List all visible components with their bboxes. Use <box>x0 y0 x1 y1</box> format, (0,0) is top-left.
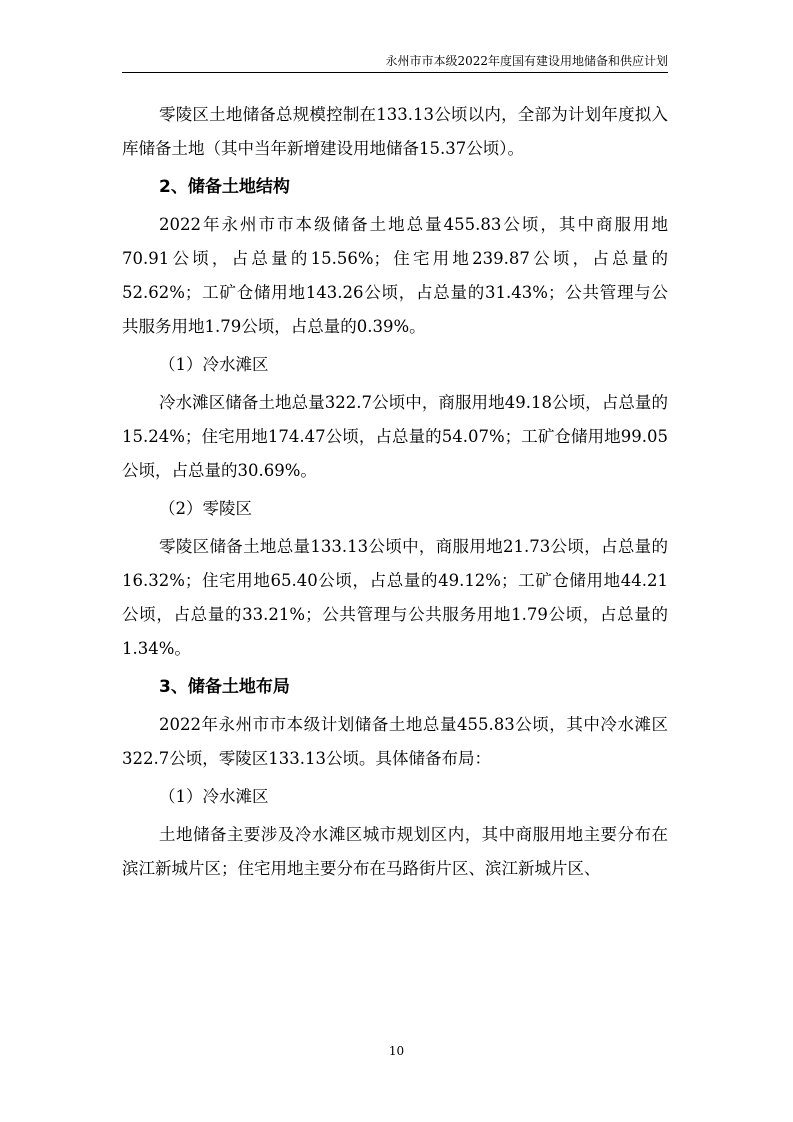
section-3-summary: 2022年永州市市本级计划储备土地总量455.83公顷，其中冷水滩区322.7公顷，零陵区133.13公顷。具体储备布局： <box>122 715 668 768</box>
section-3-sub1-title: （1）冷水滩区 <box>159 787 269 806</box>
intro-paragraph: 零陵区土地储备总规模控制在133.13公顷以内，全部为计划年度拟入库储备土地（其中当年新增建设用地储备15.37公顷）。 <box>122 105 668 158</box>
section-3-heading: 3、储备土地布局 <box>159 677 290 697</box>
section-2-sub2-title: （2）零陵区 <box>159 499 252 518</box>
header-rule <box>122 72 668 73</box>
section-2-sub1-text: 冷水滩区储备土地总量322.7公顷中，商服用地49.18公顷，占总量的15.24%；住宅用地174.47公顷，占总量的54.07%；工矿仓储用地99.05公顷，占总量的30.69%。 <box>122 393 668 480</box>
running-header: 永州市市本级2022年度国有建设用地储备和供应计划 <box>385 54 668 68</box>
section-2-sub2-text: 零陵区储备土地总量133.13公顷中，商服用地21.73公顷，占总量的16.32%；住宅用地65.40公顷，占总量的49.12%；工矿仓储用地44.21公顷，占总量的33.21%；公共管理与公共服务用地1.79公顷，占总量的1.34%。 <box>122 537 668 658</box>
section-2-sub1-title: （1）冷水滩区 <box>159 355 269 374</box>
page-number: 10 <box>388 1044 405 1058</box>
section-3-sub1-text: 土地储备主要涉及冷水滩区城市规划区内，其中商服用地主要分布在滨江新城片区；住宅用地主要分布在马路街片区、滨江新城片区、 <box>122 825 668 878</box>
page-body <box>122 98 668 890</box>
section-2-heading: 2、储备土地结构 <box>159 177 290 197</box>
section-2-summary: 2022年永州市市本级储备土地总量455.83公顷，其中商服用地70.91公顷，占总量的15.56%；住宅用地239.87公顷，占总量的52.62%；工矿仓储用地143.26公顷，占总量的31.43%；公共管理与公共服务用地1.79公顷，占总量的0.39%。 <box>122 215 668 336</box>
